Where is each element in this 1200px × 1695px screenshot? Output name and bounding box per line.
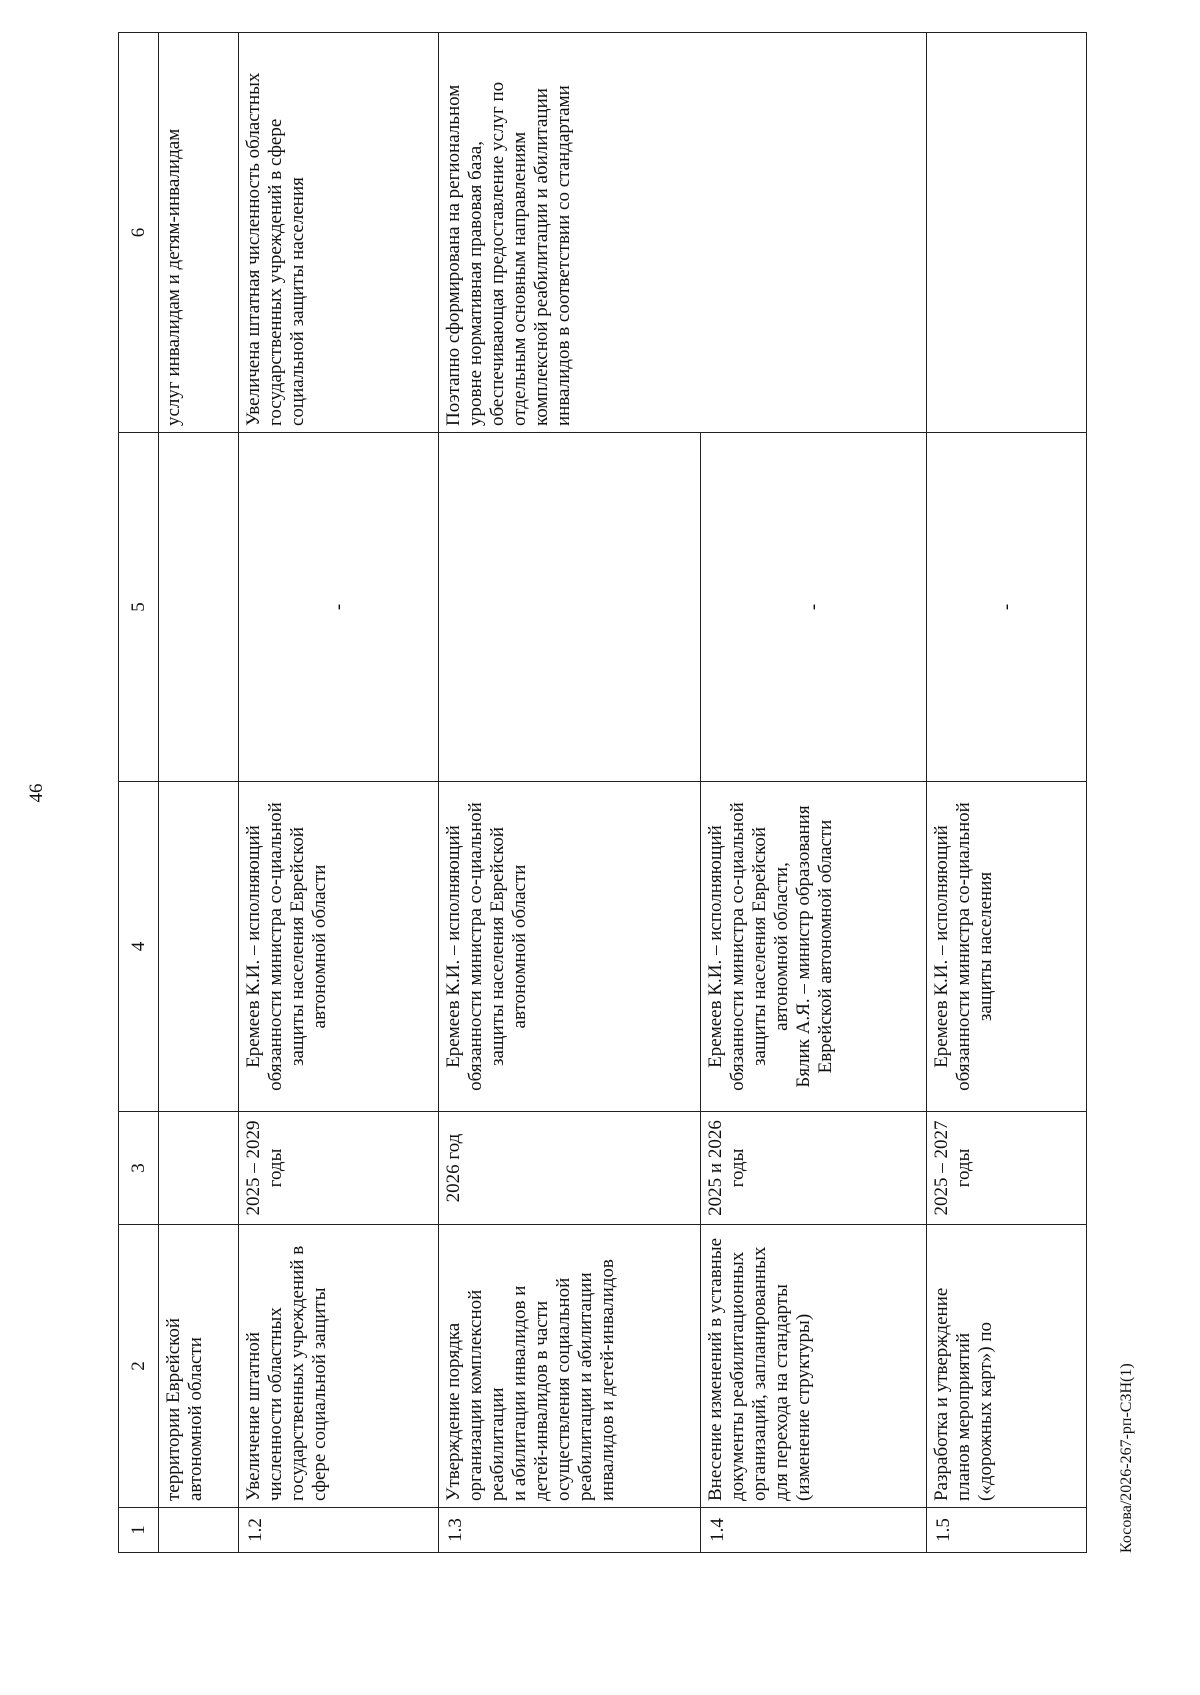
financing-cell bbox=[439, 433, 701, 782]
financing-cell bbox=[159, 433, 239, 782]
result-cell bbox=[927, 33, 1087, 433]
financing-cell: - bbox=[701, 433, 927, 782]
term-cell: 2025 и 2026 годы bbox=[701, 1112, 927, 1225]
result-cell: услуг инвалидам и детям-инвалидам bbox=[159, 33, 239, 433]
financing-cell: - bbox=[239, 433, 439, 782]
header-row bbox=[119, 33, 159, 1553]
column-header: 6 bbox=[119, 33, 159, 433]
table-row bbox=[927, 33, 1087, 1553]
measure-name: территории Еврейской автономной области bbox=[159, 1225, 239, 1508]
column-header: 4 bbox=[119, 782, 159, 1112]
row-number: 1.2 bbox=[239, 1508, 439, 1553]
column-header: 3 bbox=[119, 1112, 159, 1225]
table-row bbox=[439, 33, 701, 1553]
responsible-cell bbox=[159, 782, 239, 1112]
term-cell bbox=[159, 1112, 239, 1225]
measure-name: Увеличение штатной численности областных государственных учреждений в сфере социальной защиты bbox=[239, 1225, 439, 1508]
financing-cell: - bbox=[927, 433, 1087, 782]
responsible-cell: Еремеев К.И. – исполняющий обязанности министра со-циальной защиты населения bbox=[927, 782, 1087, 1112]
page-number: 46 bbox=[26, 783, 47, 803]
term-cell: 2025 – 2029 годы bbox=[239, 1112, 439, 1225]
term-cell: 2025 – 2027 годы bbox=[927, 1112, 1087, 1225]
column-header: 1 bbox=[119, 1508, 159, 1553]
table-row bbox=[239, 33, 439, 1553]
measures-table bbox=[118, 32, 1087, 1553]
result-cell: Увеличена штатная численность областных государственных учреждений в сфере социальной защиты населения bbox=[239, 33, 439, 433]
term-cell: 2026 год bbox=[439, 1112, 701, 1225]
table-row bbox=[159, 33, 239, 1553]
result-cell: Поэтапно сформирована на региональном уровне нормативная правовая база, обеспечивающая предоставление услуг по отдельным основным направлениям комплексной реабилитации и абилитации инвалидов в соответствии со стандартами bbox=[439, 33, 927, 433]
row-number: 1.5 bbox=[927, 1508, 1087, 1553]
row-number bbox=[159, 1508, 239, 1553]
row-number: 1.3 bbox=[439, 1508, 701, 1553]
measure-name: Разработка и утверждение планов мероприятий («дорожных карт») по bbox=[927, 1225, 1087, 1508]
column-header: 2 bbox=[119, 1225, 159, 1508]
measure-name: Внесение изменений в уставные документы реабилитационных организаций, запланированных для перехода на стандарты (изменение структуры) bbox=[701, 1225, 927, 1508]
responsible-cell: Еремеев К.И. – исполняющий обязанности министра со-циальной защиты населения Еврейской автономной области bbox=[439, 782, 701, 1112]
row-number: 1.4 bbox=[701, 1508, 927, 1553]
responsible-cell: Еремеев К.И. – исполняющий обязанности министра со-циальной защиты населения Еврейской автономной области, Бялик А.Я. – министр образования Еврейской автономной области bbox=[701, 782, 927, 1112]
document-footer-code: Косова/2026-267-рп-СЗН(1) bbox=[1118, 1363, 1135, 1553]
responsible-cell: Еремеев К.И. – исполняющий обязанности министра со-циальной защиты населения Еврейской автономной области bbox=[239, 782, 439, 1112]
column-header: 5 bbox=[119, 433, 159, 782]
rotated-page bbox=[26, 33, 1135, 1553]
measure-name: Утверждение порядка организации комплексной реабилитации и абилитации инвалидов и детей-инвалидов в части осуществления социальной реабилитации и абилитации инвалидов и детей-инвалидов bbox=[439, 1225, 701, 1508]
